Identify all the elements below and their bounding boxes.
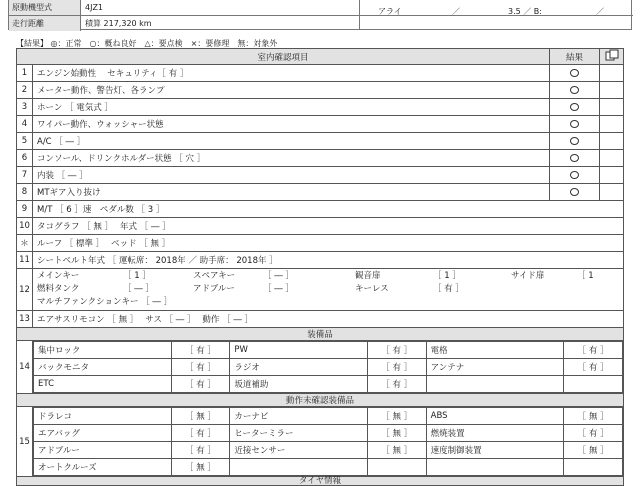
equipment-value: ［ 有 ］ [367,359,426,376]
item-result [550,99,600,116]
header-row [17,49,624,65]
equipment-value: ［ 無 ］ [171,459,230,476]
mileage-label: 走行距離 [9,16,81,31]
equipment-name: 坂道補助 [230,376,368,393]
item-text: MTギア入り抜け [33,184,550,201]
spare-key-value: ［ ― ］ [263,271,294,281]
equipment-name: 速度制御装置 [426,442,564,459]
item-row [17,82,624,99]
equipment-title: 装備品 [17,328,624,341]
seatbelt-text: シートベルト年式 ［ 運転席： 2018年 ／ 助手席： 2018年 ］ [33,252,624,269]
unconfirmed-section-header [17,394,624,407]
transmission-text: M/T ［ 6 ］速 ペダル数 ［ 3 ］ [33,201,624,218]
copy-icon[interactable] [600,49,624,65]
result-circle-icon [570,103,579,111]
alignment-value: 3.5 ／ B: [508,7,542,16]
item-result [550,116,600,133]
equipment-name: カーナビ [230,408,368,425]
equipment-value: ［ 有 ］ [564,425,623,442]
equipment-value: ［ 有 ］ [171,442,230,459]
roof-row [17,235,624,252]
item-row [17,116,624,133]
item-row [17,133,624,150]
equipment-row [34,342,623,359]
equipment-value: ［ 無 ］ [367,425,426,442]
unconfirmed-row [34,459,623,476]
equipment-name [426,459,564,476]
multifunction-key: マルチファンクションキー ［ ― ］ [37,297,173,307]
mileage-value: 積算 217,320 km [85,19,152,28]
equipment-name: エアバッグ [34,425,172,442]
equipment-value: ［ 無 ］ [171,408,230,425]
tachograph-text: タコグラフ ［ 無 ］ 年式 ［ ― ］ [33,218,624,235]
result-legend: 【結果】 ◎：正常 ○：概ね良好 △：要点検 ×：要修理 無：対象外 [16,39,278,48]
item-text: メーター動作、警告灯、各ランプ [33,82,550,99]
equipment-name: ETC [34,376,172,393]
result-circle-icon [570,137,579,145]
item-text: コンソール、ドリンクホルダー状態 ［ 穴 ］ [33,150,550,167]
equipment-value: ［ 有 ］ [367,342,426,359]
item-result [550,184,600,201]
item-no: 13 [17,311,33,328]
fuel-tank-value: ［ ― ］ [123,284,154,294]
equipment-name: ヒーターミラー [230,425,368,442]
equipment-name: オートクルーズ [34,459,172,476]
item-text: ホーン ［ 電気式 ］ [33,99,550,116]
item-row [17,167,624,184]
header-result: 結果 [550,49,600,65]
equipment-value: ［ 有 ］ [367,376,426,393]
equipment-name: ドラレコ [34,408,172,425]
keys-row [17,269,624,311]
adblue-value: ［ ― ］ [263,284,294,294]
item-text: A/C ［ ― ］ [33,133,550,150]
vehicle-info-header [8,0,632,30]
item-no: 4 [17,116,33,133]
equipment-value [564,376,623,393]
item-no: 11 [17,252,33,269]
item-no: 14 [17,341,33,394]
result-circle-icon [570,120,579,128]
item-no: 3 [17,99,33,116]
main-key-label: メインキー [37,271,80,281]
equipment-value [367,459,426,476]
unconfirmed-title: 動作未確認装備品 [17,394,624,407]
equipment-name: ABS [426,408,564,425]
equipment-value: ［ 有 ］ [171,359,230,376]
equipment-value: ［ 有 ］ [564,359,623,376]
seatbelt-row [17,252,624,269]
air-suspension-row [17,311,624,328]
equipment-value: ［ 無 ］ [367,408,426,425]
item-row [17,99,624,116]
result-circle-icon [570,154,579,162]
equipment-name: ラジオ [230,359,368,376]
item-no: 10 [17,218,33,235]
roof-text: ルーフ ［ 標準 ］ ベッド ［ 無 ］ [33,235,624,252]
equipment-name: PW [230,342,368,359]
equipment-name: アドブルー [34,442,172,459]
air-suspension-text: エアサスリモコン ［ 無 ］ サス ［ ― ］ 動作 ［ ― ］ [33,311,624,328]
equipment-name: アンテナ [426,359,564,376]
equipment-row [34,359,623,376]
alignment-box [359,0,633,30]
equipment-value: ［ 有 ］ [171,425,230,442]
unconfirmed-row [34,408,623,425]
item-text: エンジン始動性 セキュリティ［ 有 ］ [33,65,550,82]
item-no: ＊ [17,235,33,252]
item-result [550,150,600,167]
side-door-value: ［ 1 [577,271,594,281]
transmission-row [17,201,624,218]
item-row [17,150,624,167]
result-circle-icon [570,69,579,77]
equipment-value: ［ 無 ］ [564,442,623,459]
equipment-value: ［ 有 ］ [171,342,230,359]
result-circle-icon [570,188,579,196]
spare-key-label: スペアキー [193,271,236,281]
alignment-slash-1: ／ [452,7,460,16]
equipment-row [34,376,623,393]
keys-block [33,269,624,311]
result-circle-icon [570,171,579,179]
main-key-value: ［ 1 ］ [123,271,151,281]
equipment-name: 燃焼装置 [426,425,564,442]
item-no: 12 [17,269,33,311]
alignment-slash-2: ／ [596,7,604,16]
unconfirmed-grid [33,407,623,476]
rear-door-label: 観音扉 [355,271,381,281]
keyless-value: ［ 有 ］ [433,284,464,294]
equipment-name: バックモニタ [34,359,172,376]
equipment-name: 近接センサー [230,442,368,459]
tire-section-header [17,477,624,486]
tire-info-title: タイヤ情報 [17,477,624,486]
item-result [550,82,600,99]
item-no: 9 [17,201,33,218]
item-no: 1 [17,65,33,82]
item-text: ワイパー動作、ウォッシャー状態 [33,116,550,133]
item-result [550,167,600,184]
rear-door-value: ［ 1 ］ [433,271,461,281]
engine-model-value: 4JZ1 [85,3,104,12]
result-circle-icon [570,86,579,94]
equipment-value: ［ 有 ］ [564,342,623,359]
equipment-section-header [17,328,624,341]
header-title: 室内確認項目 [17,49,550,65]
alignment-label: アライ [378,7,402,16]
item-no: 8 [17,184,33,201]
equipment-name: 集中ロック [34,342,172,359]
item-no: 7 [17,167,33,184]
item-text: 内装 ［ ― ］ [33,167,550,184]
equipment-name [230,459,368,476]
equipment-value [564,459,623,476]
equipment-block [17,341,624,394]
item-result [550,133,600,150]
equipment-value: ［ 無 ］ [367,442,426,459]
item-row [17,184,624,201]
fuel-tank-label: 燃料タンク [37,284,80,294]
unconfirmed-row [34,425,623,442]
equipment-name [426,376,564,393]
equipment-value: ［ 有 ］ [171,376,230,393]
keyless-label: キーレス [355,284,389,294]
unconfirmed-row [34,442,623,459]
engine-model-label: 原動機型式 [9,0,81,15]
adblue-label: アドブルー [193,284,235,294]
tachograph-row [17,218,624,235]
equipment-grid [33,341,623,393]
unconfirmed-block [17,407,624,477]
item-no: 6 [17,150,33,167]
side-door-label: サイド扉 [511,271,545,281]
item-no: 5 [17,133,33,150]
equipment-value: ［ 無 ］ [564,408,623,425]
item-result [550,65,600,82]
item-row [17,65,624,82]
inspection-sheet [16,48,624,486]
item-no: 15 [17,407,33,477]
item-no: 2 [17,82,33,99]
equipment-name: 電格 [426,342,564,359]
